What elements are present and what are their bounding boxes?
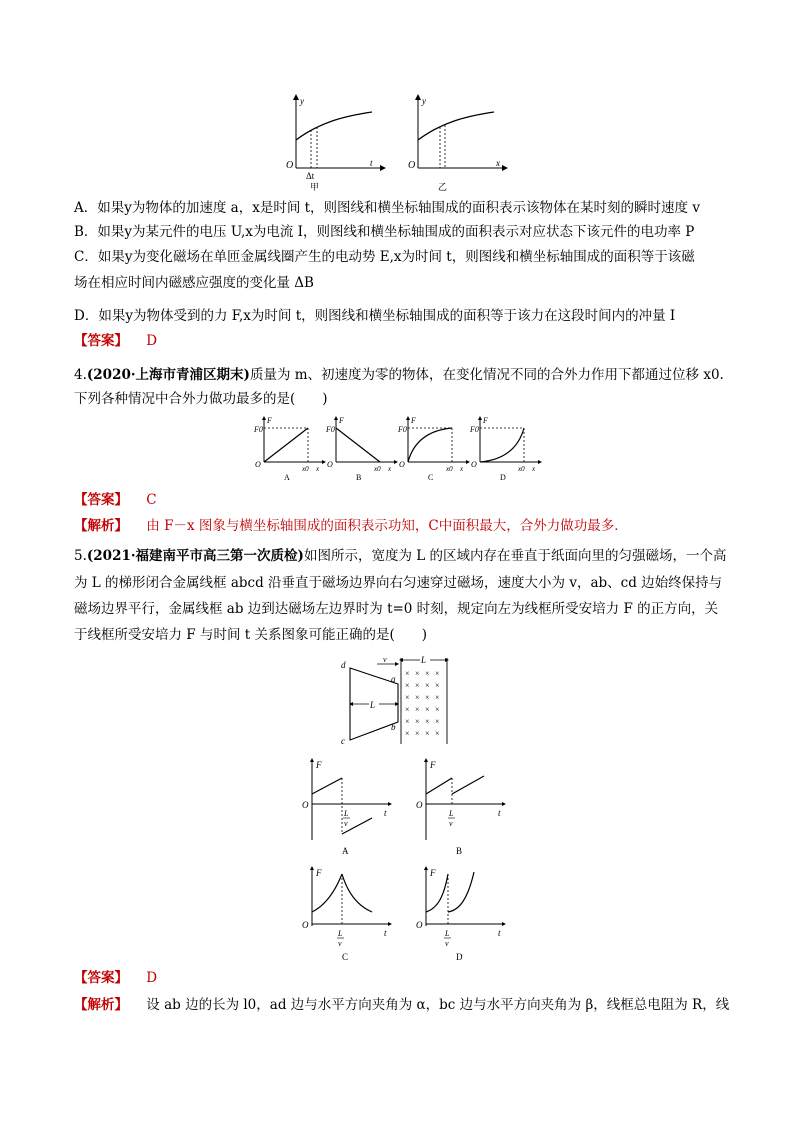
- svg-text:A: A: [342, 846, 349, 856]
- svg-text:O: O: [327, 460, 333, 469]
- q4-graph-b: [324, 414, 399, 482]
- answer-value: C: [146, 492, 157, 508]
- analysis-text: 设 ab 边的长为 l0，ad 边与水平方向夹角为 α，bc 边与水平方向夹角为 β，线框总电阻为 R，线: [146, 997, 730, 1013]
- svg-text:c: c: [341, 736, 345, 746]
- svg-text:L: L: [421, 655, 427, 665]
- svg-text:O: O: [255, 460, 261, 469]
- svg-text:F0: F0: [398, 425, 407, 434]
- q5-graph-c: [290, 864, 400, 964]
- answer-value: D: [146, 333, 158, 349]
- svg-text:×: ×: [415, 729, 420, 738]
- svg-text:b: b: [391, 722, 396, 732]
- svg-text:×: ×: [425, 705, 430, 714]
- q4-graph-c: [396, 414, 471, 482]
- delta-t-label: Δt: [306, 171, 315, 181]
- answer-label: 【答案】: [74, 333, 128, 349]
- svg-text:F: F: [339, 416, 344, 425]
- svg-text:×: ×: [425, 717, 430, 726]
- answer-row-q3: [74, 330, 734, 352]
- q5-stem-line2: 为 L 的梯形闭合金属线框 abcd 沿垂直于磁场边界向右匀速穿过磁场，速度大小为 v，ab、cd 边始终保持与: [74, 575, 723, 591]
- svg-text:×: ×: [415, 681, 420, 690]
- svg-text:F: F: [430, 868, 436, 878]
- q5-field-diagram: [335, 654, 465, 746]
- origin-label: O: [286, 160, 294, 171]
- svg-text:×: ×: [435, 681, 440, 690]
- option-c-line1: C．如果y为变化磁场在单匝金属线圈产生的电动势 E,x为时间 t，则图线和横坐标轴围成的面积等于该磁: [74, 249, 695, 265]
- answer-label: 【答案】: [74, 492, 128, 508]
- q4-stem-line2: 下列各种情况中合外力做功最多的是( ): [74, 391, 328, 407]
- svg-text:×: ×: [435, 717, 440, 726]
- svg-text:v: v: [338, 939, 342, 948]
- option-b: B．如果y为某元件的电压 U,x为电流 I，则图线和横坐标轴围成的面积表示对应状态下该元件的电功率 P: [74, 224, 695, 240]
- svg-text:F: F: [316, 760, 322, 770]
- svg-text:O: O: [471, 460, 477, 469]
- svg-text:×: ×: [415, 717, 420, 726]
- answer-value: D: [146, 970, 158, 986]
- svg-text:x0: x0: [302, 465, 309, 473]
- svg-text:×: ×: [435, 669, 440, 678]
- answer-row-q4: [74, 489, 734, 511]
- option-a: A．如果y为物体的加速度 a，x是时间 t，则图线和横坐标轴围成的面积表示该物体在某时刻的瞬时速度 v: [74, 200, 700, 216]
- question-number: 5.: [74, 548, 87, 564]
- svg-text:a: a: [391, 674, 396, 684]
- y-axis-label: y: [300, 96, 304, 106]
- q4-graph-a: [252, 414, 327, 482]
- svg-text:x: x: [316, 465, 320, 473]
- svg-text:v: v: [344, 819, 348, 828]
- svg-text:D: D: [500, 473, 506, 482]
- svg-text:d: d: [341, 660, 346, 670]
- svg-text:O: O: [302, 800, 309, 810]
- svg-text:×: ×: [425, 693, 430, 702]
- svg-text:O: O: [416, 800, 423, 810]
- figure-jia: [280, 92, 390, 192]
- svg-text:L: L: [338, 929, 343, 938]
- svg-text:×: ×: [425, 681, 430, 690]
- svg-text:×: ×: [435, 693, 440, 702]
- q5-stem-line1: [74, 545, 734, 567]
- svg-text:x0: x0: [374, 465, 381, 473]
- svg-text:t: t: [498, 928, 501, 938]
- figure-caption: 乙: [438, 182, 448, 192]
- svg-text:F: F: [430, 760, 436, 770]
- option-c-line2: 场在相应时间内磁感应强度的变化量 ΔB: [74, 275, 314, 291]
- svg-text:v: v: [449, 819, 453, 828]
- question-number: 4.: [74, 367, 87, 383]
- question-source: (2020·上海市青浦区期末): [86, 367, 250, 383]
- svg-text:C: C: [428, 473, 434, 482]
- x-axis-label: x: [496, 158, 500, 168]
- svg-text:L: L: [449, 809, 454, 818]
- svg-text:F0: F0: [470, 425, 479, 434]
- svg-text:x: x: [388, 465, 392, 473]
- svg-text:×: ×: [435, 705, 440, 714]
- svg-text:L: L: [344, 809, 349, 818]
- option-d: D．如果y为物体受到的力 F,x为时间 t，则图线和横坐标轴围成的面积等于该力在这段时间内的冲量 I: [74, 308, 676, 324]
- y-axis-label: y: [422, 96, 426, 106]
- q5-stem-line4: 于线框所受安培力 F 与时间 t 关系图象可能正确的是( ): [74, 627, 427, 643]
- svg-text:O: O: [399, 460, 405, 469]
- svg-text:D: D: [456, 952, 463, 962]
- svg-text:×: ×: [405, 693, 410, 702]
- svg-text:×: ×: [415, 669, 420, 678]
- svg-text:F: F: [267, 416, 272, 425]
- svg-text:L: L: [445, 929, 450, 938]
- svg-text:×: ×: [415, 705, 420, 714]
- svg-text:O: O: [302, 920, 309, 930]
- svg-text:t: t: [384, 808, 387, 818]
- q5-graph-d: [404, 864, 514, 964]
- svg-text:×: ×: [405, 705, 410, 714]
- svg-text:B: B: [456, 846, 463, 856]
- svg-text:t: t: [498, 808, 501, 818]
- svg-text:C: C: [342, 952, 349, 962]
- svg-text:F0: F0: [326, 425, 335, 434]
- svg-text:F0: F0: [254, 425, 263, 434]
- analysis-label: 【解析】: [74, 997, 128, 1013]
- q4-graph-d: [468, 414, 543, 482]
- q5-graph-a: [290, 756, 400, 856]
- t-axis-label: t: [370, 158, 373, 168]
- svg-text:×: ×: [425, 669, 430, 678]
- question-source: (2021·福建南平市高三第一次质检): [86, 548, 304, 564]
- q4-stem-line1: [74, 364, 734, 386]
- analysis-label: 【解析】: [74, 518, 128, 534]
- svg-text:x0: x0: [446, 465, 453, 473]
- svg-text:v: v: [445, 939, 449, 948]
- figure-yi: [402, 92, 512, 192]
- svg-text:B: B: [356, 473, 362, 482]
- origin-label: O: [408, 160, 416, 171]
- q5-graph-b: [404, 756, 514, 856]
- svg-text:×: ×: [405, 669, 410, 678]
- question-stem: 质量为 m、初速度为零的物体，在变化情况不同的合外力作用下都通过位移 x0.: [249, 367, 724, 383]
- question-stem: 如图所示，宽度为 L 的区域内存在垂直于纸面向里的匀强磁场，一个高: [303, 548, 727, 564]
- svg-text:F: F: [411, 416, 416, 425]
- svg-text:A: A: [284, 473, 290, 482]
- svg-text:t: t: [384, 928, 387, 938]
- q5-stem-line3: 磁场边界平行，金属线框 ab 边到达磁场左边界时为 t=0 时刻，规定向左为线框所受安培力 F 的正方向，关: [74, 601, 719, 617]
- analysis-row-q4: [74, 515, 734, 537]
- svg-text:x: x: [532, 465, 536, 473]
- svg-text:O: O: [416, 920, 423, 930]
- answer-row-q5: [74, 967, 734, 989]
- svg-text:F: F: [483, 416, 488, 425]
- svg-text:×: ×: [415, 693, 420, 702]
- answer-label: 【答案】: [74, 970, 128, 986]
- svg-text:×: ×: [405, 717, 410, 726]
- svg-text:x: x: [460, 465, 464, 473]
- svg-text:×: ×: [405, 729, 410, 738]
- svg-text:v: v: [383, 655, 387, 664]
- svg-text:F: F: [316, 868, 322, 878]
- figure-caption: 甲: [310, 182, 320, 192]
- svg-text:×: ×: [425, 729, 430, 738]
- analysis-row-q5: [74, 994, 734, 1016]
- svg-text:×: ×: [435, 729, 440, 738]
- svg-text:x0: x0: [518, 465, 525, 473]
- analysis-text: 由 F－x 图象与横坐标轴围成的面积表示功知，C中面积最大，合外力做功最多．: [146, 518, 628, 534]
- svg-text:×: ×: [405, 681, 410, 690]
- svg-text:L: L: [370, 700, 376, 710]
